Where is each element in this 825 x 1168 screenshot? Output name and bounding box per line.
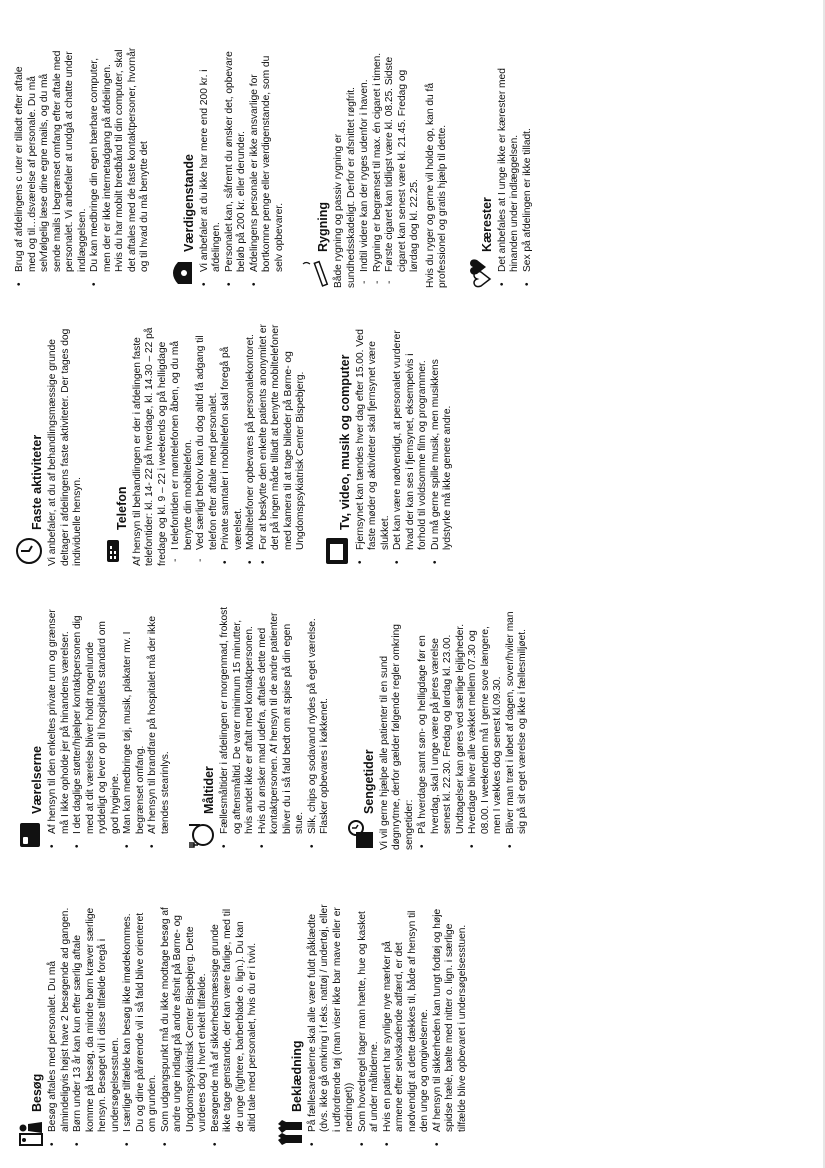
section-intro: Vi anbefaler, at du af behandlingsmæssige grunde deltager i afdelingens faste aktiviteter. Der tages dog individuelle hensyn.	[47, 328, 83, 566]
list-item: • Du kan medbringe din egen bærbare computer, men der er ikke internetadgang på afdelingen. Hvis du har mobilt bredbånd til din computer, skal det aftales med de faste kontaktpersoner, hvornår og til hvad du må benytte det	[89, 44, 152, 288]
clock-icon	[14, 536, 44, 566]
sengetider-list	[417, 606, 530, 850]
section-beklaedning	[274, 904, 470, 1148]
column-4	[14, 44, 548, 288]
section-header	[99, 322, 129, 566]
list-item: • Børn under 13 år kan kun efter særlig aftale komme på besøg, da mindre børn kræver særlige hensyn. Besøget vil i disse tilfælde foregå i undersøgelsesstuen.	[72, 904, 122, 1148]
kaerester-list	[497, 44, 535, 288]
clothing-icon	[274, 1118, 304, 1148]
rygning-list	[359, 44, 422, 288]
list-item: • Som udgangspunkt må du ikke modtage besøg af andre unge indlagt på andre afsnit på Børne- og Ungdomspsykiatrisk Center Bispebjerg. Dette vurderes dog i hvert enkelt tilfælde.	[160, 904, 210, 1148]
section-header	[300, 44, 330, 288]
section-header	[14, 904, 44, 1148]
section-header	[346, 606, 376, 850]
column-3	[14, 322, 469, 566]
meal-icon	[186, 820, 216, 850]
section-title: Faste aktiviteter	[30, 434, 44, 530]
section-header	[14, 606, 44, 850]
list-item: • Man kan medbringe tøj, musik, plakater mv. I begrænset omfang.	[122, 606, 147, 850]
list-item: • I det daglige støtter/hjælper kontaktpersonen dig med at dit værelse bliver holdt nogenlunde ryddeligt og lever op til hospitalets standard om god hygiejne.	[72, 606, 122, 850]
list-item: • Besøg aftales med personalet. Du må almindeligvis højst have 2 besøgende ad gangen.	[47, 904, 72, 1148]
section-title: Telefon	[114, 486, 129, 530]
section-tv-video	[322, 322, 455, 566]
section-header	[274, 904, 304, 1148]
list-item: • For at beskytte den enkelte patients anonymitet er det på ingen måde tilladt at benytte mobiltelefoner med kamera til at tage billeder på Børne- og Ungdomspsykiatrisk Center Bispebjerg.	[258, 322, 308, 566]
section-computer-continued	[14, 44, 152, 288]
list-item: • Af hensyn til sikkerheden kan tungt fodtøj og høje spidse hæle, bælte med nitter o. lign. i særlige tilfælde blive opbevaret i undersøgelsesstuen.	[432, 904, 470, 1148]
vaerelserne-list	[47, 606, 172, 850]
section-title: Værdigenstande	[181, 154, 196, 252]
list-item: • Brug af afdelingens c uter er tilladt efter aftale med og til…dsværelse af personale. Du må selvfølgelig læse dine egne mails, og du må sende mails i begrænset omfang efter aftale med personalet. Vi anbefaler at undgå at chatte under indlæggelsen.	[14, 44, 89, 288]
section-outro: Hvis du ryger og gerne vil holde op, kan du få professionel og gratis hjælp til dette.	[424, 82, 448, 288]
list-item: - Første cigaret kan tidligst være kl. 08.25. Sidste cigaret kan senest være kl. 21.45. Fredag og lørdag dog kl. 22.25.	[384, 44, 422, 288]
list-item: • Hverdage bliver alle vækket mellem 07.30 og 08.00. I weekenden må I gerne sove længere, men I vækkes dog senest kl.09.30.	[467, 606, 505, 850]
beklaedning-list	[307, 904, 470, 1148]
telefon-list	[220, 322, 308, 566]
section-telefon	[99, 322, 308, 566]
section-faste-aktiviteter	[14, 322, 85, 566]
section-intro: Både rygning og passiv rygning er sundhedsskadeligt. Derfor er afsnittet røgfrit.	[333, 86, 357, 288]
column-2	[14, 606, 544, 850]
section-title: Tv, video, musik og computer	[337, 354, 352, 530]
section-header	[186, 606, 216, 850]
maaltider-list	[219, 606, 332, 850]
section-header	[14, 322, 44, 566]
alarm-clock-icon	[346, 820, 376, 850]
visitors-icon	[14, 1118, 44, 1148]
list-item: • På hverdage samt søn- og helligdage før en hverdag, skal I unge være på jeres værelse senest kl. 22.30. Fredag og lørdag kl. 23.00. Undtagelser kan gøres ved særlige lejligheder.	[417, 606, 467, 850]
hearts-icon	[464, 258, 494, 288]
vaerdigenstande-list	[199, 44, 287, 288]
phone-icon	[99, 536, 129, 566]
besoeg-list	[47, 904, 260, 1148]
list-item: • Det kan være nødvendigt, at personalet vurderer hvad der kan ses i fjernsynet, eksempelvis i forhold til voldsomme film og programmer.	[392, 322, 430, 566]
tv-video-list	[355, 322, 455, 566]
cigarette-icon	[300, 258, 330, 288]
section-intro: Vi vil gerne hjælpe alle patienter til en sund døgnrytme, derfor gælder følgende regler omkring sengetider:	[378, 624, 415, 850]
list-item: • Af hensyn til brandfare på hospitalet må der ikke tændes stearinlys.	[147, 606, 172, 850]
section-header	[166, 44, 196, 288]
list-item: • Som hovedregel tager man hætte, hue og kasket af under måltiderne.	[357, 904, 382, 1148]
list-item: • Du må gerne spille musik, men musikkens lydstyrke må ikke genere andre.	[430, 322, 455, 566]
list-item: • Afdelingens personale er ikke ansvarlige for bortkomne penge eller værdigenstande, som du selv opbevarer.	[249, 44, 287, 288]
list-item: • Mobiltelefoner opbevares på personalekontoret.	[245, 322, 258, 566]
list-item: - Rygning er begrænset til max. én cigaret i timen.	[372, 44, 385, 288]
list-item: - Ved særligt behov kan du dog altid få adgang til telefon efter aftale med personalet.	[195, 322, 220, 566]
list-item: • Fællesmåltider i afdelingen er morgenmad, frokost og aftensmåltid. De varer minimum 15 minutter, hvis andet ikke er aftalt med kontaktpersonen.	[219, 606, 257, 850]
tv-icon	[322, 536, 352, 566]
computer-list	[14, 44, 152, 288]
list-item: • Af hensyn til den enkeltes private rum og grænser må I ikke opholde jer på hinandens værelser.	[47, 606, 72, 850]
section-title: Kærester	[479, 197, 494, 252]
section-maaltider	[186, 606, 332, 850]
section-sengetider	[346, 606, 530, 850]
section-vaerelserne	[14, 606, 172, 850]
section-title: Sengetider	[361, 749, 376, 814]
section-title: Besøg	[30, 1073, 44, 1112]
list-item: • Vi anbefaler at du ikke har mere end 200 kr. i afdelingen.	[199, 44, 224, 288]
list-item: - Indtil videre kan der ryges udenfor i haven.	[359, 44, 372, 288]
list-item: • Det anbefales at I unge ikke er kærester med hinanden under indlæggelsen.	[497, 44, 522, 288]
list-item: • Fjernsynet kan tændes hver dag efter 15.00. Ved faste møder og aktiviteter skal fjernsynet være slukket.	[355, 322, 393, 566]
telefon-sub-list	[170, 322, 220, 566]
list-item: • På fællesarealerne skal alle være fuldt påklædte (dvs. ikke gå omkring i f.eks. nattøj / undertøj, eller i udfordrende tøj (man viser ikke bar mave eller er nedringet))	[307, 904, 357, 1148]
section-title: Rygning	[316, 202, 330, 252]
list-item: • I særlige tilfælde kan besøg ikke imødekommes. Du og dine pårørende vil i så fald blive orienteret om grunden.	[122, 904, 160, 1148]
section-kaerester	[464, 44, 535, 288]
section-title: Beklædning	[289, 1040, 304, 1112]
bed-icon	[14, 820, 44, 850]
section-besoeg	[14, 904, 260, 1148]
column-1	[14, 904, 483, 1148]
list-item: • Private samtaler i mobiltelefon skal foregå på værelset.	[220, 322, 245, 566]
section-header	[464, 44, 494, 288]
list-item: • Personalet kan, såfremt du ønsker det, opbevare beløb på 200 kr. eller derunder.	[224, 44, 249, 288]
valuables-icon	[166, 258, 196, 288]
list-item: • Besøgende må af sikkerhedsmæssige grunde ikke tage genstande, der kan være farlige, med til de unge (lightere, barberblade o. lign.). Du kan altid tale med personalet, hvis du er i tvivl.	[210, 904, 260, 1148]
section-intro: Af hensyn til behandlingen er der i afdelingen faste telefontider: kl. 14- 22 på hverdage, kl. 14.30 – 22 på fredage og kl. 9 – 22 i weekends og på helligdage	[131, 327, 168, 566]
section-title: Måltider	[202, 766, 216, 814]
section-header	[322, 322, 352, 566]
section-rygning	[300, 44, 450, 288]
list-item: - I telefontiden er møntelefonen åben, og du må benytte din mobiltelefon.	[170, 322, 195, 566]
list-item: • Bliver man træt i løbet af dagen, sover/hviler man sig på sit eget værelse og ikke i fællesmiljøet.	[505, 606, 530, 850]
list-item: • Hvis du ønsker mad udefra, aftales dette med kontaktpersonen. Af hensyn til de andre patienter bliver du i så fald bedt om at spise på din egen stue.	[257, 606, 307, 850]
list-item: • Hvis en patient har synlige nye mærker på armene efter selvskadende adfærd, er det nødvendigt at dette dækkes til, både af hensyn til den unge og omgivelserne.	[382, 904, 432, 1148]
list-item: • Slik, chips og sodavand nydes på eget værelse. Flasker opbevares i køkkenet.	[307, 606, 332, 850]
section-vaerdigenstande	[166, 44, 287, 288]
section-title: Værelserne	[30, 745, 44, 814]
list-item: • Sex på afdelingen er ikke tilladt.	[522, 44, 535, 288]
